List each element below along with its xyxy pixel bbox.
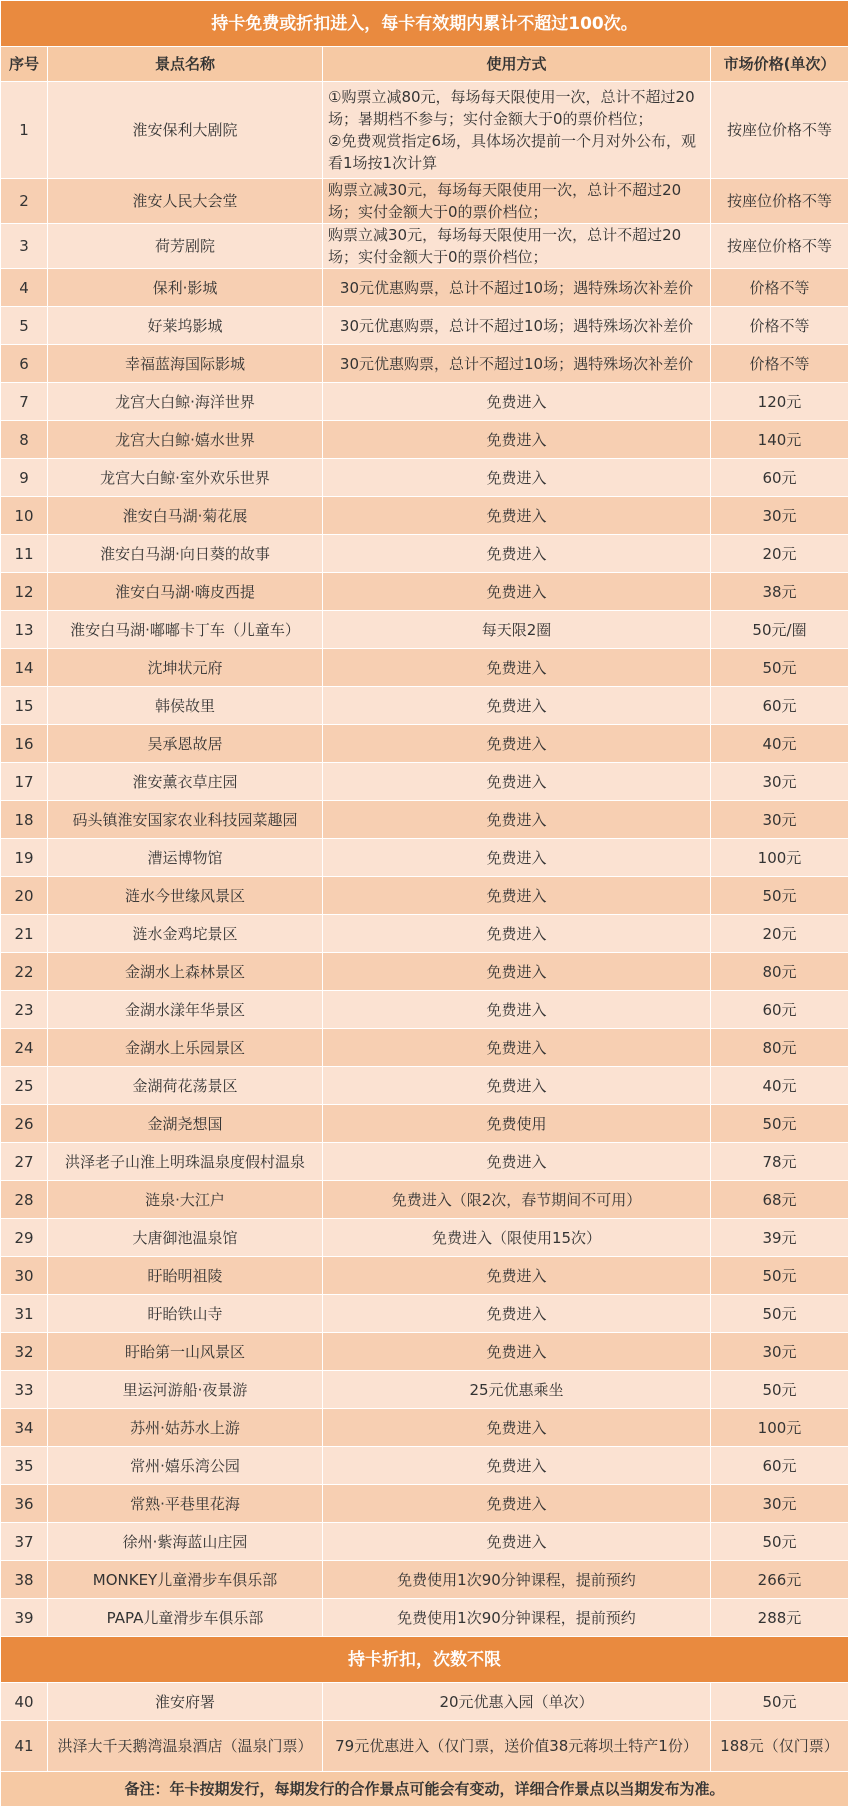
cell-price: 30元 (711, 1333, 848, 1371)
header-price: 市场价格(单次） (711, 47, 848, 82)
cell-usage (323, 801, 711, 839)
table-row (1, 1105, 848, 1143)
table-row (1, 1683, 848, 1721)
table-row (1, 497, 848, 535)
usage-line: 免费进入 (326, 1075, 707, 1097)
cell-usage (323, 82, 711, 179)
cell-usage (323, 839, 711, 877)
table-row (1, 915, 848, 953)
usage-line: 免费进入 (326, 1493, 707, 1515)
cell-name: 金湖水上乐园景区 (48, 1029, 323, 1067)
cell-price: 30元 (711, 497, 848, 535)
cell-no: 37 (1, 1523, 48, 1561)
cell-name: 苏州·姑苏水上游 (48, 1409, 323, 1447)
cell-usage (323, 421, 711, 459)
cell-no: 33 (1, 1371, 48, 1409)
cell-usage (323, 649, 711, 687)
cell-usage (323, 1219, 711, 1257)
cell-no: 3 (1, 224, 48, 269)
cell-name: 徐州·紫海蓝山庄园 (48, 1523, 323, 1561)
cell-no: 39 (1, 1599, 48, 1637)
cell-no: 24 (1, 1029, 48, 1067)
usage-line: 免费进入 (326, 657, 707, 679)
cell-usage (323, 1333, 711, 1371)
cell-name: 洪泽老子山淮上明珠温泉度假村温泉 (48, 1143, 323, 1181)
usage-line: 免费进入 (326, 1037, 707, 1059)
table-row (1, 269, 848, 307)
cell-price: 80元 (711, 1029, 848, 1067)
usage-line: 免费进入（限使用15次） (326, 1227, 707, 1249)
cell-usage (323, 179, 711, 224)
footer-note: 备注：年卡按期发行，每期发行的合作景点可能会有变动，详细合作景点以当期发布为准。 (1, 1772, 848, 1807)
cell-price: 50元 (711, 877, 848, 915)
cell-no: 28 (1, 1181, 48, 1219)
cell-name: 淮安白马湖·嗨皮西提 (48, 573, 323, 611)
usage-line: 30元优惠购票，总计不超过10场；遇特殊场次补差价 (326, 277, 707, 299)
cell-usage (323, 763, 711, 801)
cell-no: 20 (1, 877, 48, 915)
cell-no: 30 (1, 1257, 48, 1295)
usage-line: 免费进入 (326, 885, 707, 907)
cell-name: 好莱坞影城 (48, 307, 323, 345)
cell-no: 5 (1, 307, 48, 345)
cell-price: 30元 (711, 1485, 848, 1523)
cell-name: 常熟·平巷里花海 (48, 1485, 323, 1523)
cell-name: 淮安白马湖·嘟嘟卡丁车（儿童车） (48, 611, 323, 649)
usage-line: 免费进入 (326, 1151, 707, 1173)
cell-name: 码头镇淮安国家农业科技园菜趣园 (48, 801, 323, 839)
cell-price: 188元（仅门票） (711, 1721, 848, 1772)
cell-no: 29 (1, 1219, 48, 1257)
cell-price: 50元 (711, 1523, 848, 1561)
cell-usage (323, 1523, 711, 1561)
table-row (1, 535, 848, 573)
cell-no: 13 (1, 611, 48, 649)
cell-no: 26 (1, 1105, 48, 1143)
cell-price: 80元 (711, 953, 848, 991)
cell-name: 盱眙铁山寺 (48, 1295, 323, 1333)
table-row (1, 383, 848, 421)
cell-name: MONKEY儿童滑步车俱乐部 (48, 1561, 323, 1599)
cell-price: 40元 (711, 1067, 848, 1105)
usage-line: 30元优惠购票，总计不超过10场；遇特殊场次补差价 (326, 353, 707, 375)
table-row (1, 877, 848, 915)
cell-no: 41 (1, 1721, 48, 1772)
cell-name: 韩侯故里 (48, 687, 323, 725)
table-row (1, 1257, 848, 1295)
cell-no: 8 (1, 421, 48, 459)
usage-line: 免费进入 (326, 923, 707, 945)
cell-name: 里运河游船·夜景游 (48, 1371, 323, 1409)
cell-no: 18 (1, 801, 48, 839)
table-row (1, 224, 848, 269)
cell-name: 涟泉·大江户 (48, 1181, 323, 1219)
table-body-discount (1, 1683, 848, 1772)
table-row (1, 649, 848, 687)
usage-line: 免费使用1次90分钟课程，提前预约 (326, 1569, 707, 1591)
cell-no: 7 (1, 383, 48, 421)
cell-name: 常州·嬉乐湾公园 (48, 1447, 323, 1485)
cell-no: 21 (1, 915, 48, 953)
cell-usage (323, 269, 711, 307)
cell-name: 金湖水漾年华景区 (48, 991, 323, 1029)
table-row (1, 801, 848, 839)
cell-no: 34 (1, 1409, 48, 1447)
cell-no: 6 (1, 345, 48, 383)
cell-price: 价格不等 (711, 269, 848, 307)
cell-price: 39元 (711, 1219, 848, 1257)
cell-usage (323, 1721, 711, 1772)
table-row (1, 687, 848, 725)
cell-usage (323, 953, 711, 991)
usage-line: 购票立减30元，每场每天限使用一次，总计不超过20场；实付金额大于0的票价档位； (328, 224, 707, 268)
cell-no: 25 (1, 1067, 48, 1105)
cell-price: 50元 (711, 1295, 848, 1333)
cell-no: 9 (1, 459, 48, 497)
cell-no: 4 (1, 269, 48, 307)
table-row (1, 1371, 848, 1409)
cell-usage (323, 345, 711, 383)
cell-usage (323, 915, 711, 953)
usage-line: 免费进入 (326, 1265, 707, 1287)
usage-line: 免费进入 (326, 1531, 707, 1553)
header-row (1, 47, 848, 82)
cell-usage (323, 1683, 711, 1721)
cell-usage (323, 687, 711, 725)
cell-price: 价格不等 (711, 307, 848, 345)
table-row (1, 421, 848, 459)
cell-name: 大唐御池温泉馆 (48, 1219, 323, 1257)
table-row (1, 345, 848, 383)
cell-name: 金湖荷花荡景区 (48, 1067, 323, 1105)
usage-line: 购票立减30元，每场每天限使用一次，总计不超过20场；实付金额大于0的票价档位； (328, 179, 707, 223)
table-row (1, 1333, 848, 1371)
cell-name: PAPA儿童滑步车俱乐部 (48, 1599, 323, 1637)
cell-no: 10 (1, 497, 48, 535)
cell-usage (323, 224, 711, 269)
usage-line: 免费进入 (326, 429, 707, 451)
table-row (1, 573, 848, 611)
cell-no: 36 (1, 1485, 48, 1523)
cell-price: 50元 (711, 1257, 848, 1295)
header-no: 序号 (1, 47, 48, 82)
cell-usage (323, 497, 711, 535)
cell-name: 盱眙第一山风景区 (48, 1333, 323, 1371)
cell-name: 金湖水上森林景区 (48, 953, 323, 991)
cell-name: 洪泽大千天鹅湾温泉酒店（温泉门票） (48, 1721, 323, 1772)
cell-usage (323, 611, 711, 649)
table-row (1, 1485, 848, 1523)
cell-usage (323, 1447, 711, 1485)
section2-title: 持卡折扣，次数不限 (1, 1637, 848, 1683)
cell-price: 78元 (711, 1143, 848, 1181)
cell-usage (323, 1485, 711, 1523)
cell-name: 保利·影城 (48, 269, 323, 307)
cell-name: 淮安白马湖·向日葵的故事 (48, 535, 323, 573)
usage-line: 免费进入 (326, 771, 707, 793)
usage-line: 25元优惠乘坐 (326, 1379, 707, 1401)
cell-price: 40元 (711, 725, 848, 763)
cell-price: 按座位价格不等 (711, 82, 848, 179)
cell-price: 50元 (711, 1371, 848, 1409)
cell-usage (323, 877, 711, 915)
cell-price: 60元 (711, 459, 848, 497)
cell-usage (323, 1029, 711, 1067)
table-row (1, 1029, 848, 1067)
section2-banner (1, 1637, 848, 1683)
cell-price: 68元 (711, 1181, 848, 1219)
cell-name: 幸福蓝海国际影城 (48, 345, 323, 383)
cell-name: 龙宫大白鲸·嬉水世界 (48, 421, 323, 459)
cell-price: 50元 (711, 1105, 848, 1143)
cell-name: 涟水金鸡坨景区 (48, 915, 323, 953)
cell-name: 淮安保利大剧院 (48, 82, 323, 179)
table-row (1, 1523, 848, 1561)
usage-line: 免费使用1次90分钟课程，提前预约 (326, 1607, 707, 1629)
cell-price: 60元 (711, 687, 848, 725)
table-row (1, 1447, 848, 1485)
table-row (1, 953, 848, 991)
cell-no: 15 (1, 687, 48, 725)
table-row (1, 82, 848, 179)
cell-usage (323, 1143, 711, 1181)
cell-usage (323, 1181, 711, 1219)
cell-no: 1 (1, 82, 48, 179)
cell-price: 60元 (711, 1447, 848, 1485)
table-row (1, 1067, 848, 1105)
usage-line: 免费进入 (326, 1417, 707, 1439)
footer-row (1, 1772, 848, 1807)
usage-line: 每天限2圈 (326, 619, 707, 641)
cell-usage (323, 1599, 711, 1637)
usage-line: 30元优惠购票，总计不超过10场；遇特殊场次补差价 (326, 315, 707, 337)
header-name: 景点名称 (48, 47, 323, 82)
cell-no: 35 (1, 1447, 48, 1485)
usage-line: 免费进入 (326, 467, 707, 489)
table-row (1, 1219, 848, 1257)
usage-line: 免费进入 (326, 999, 707, 1021)
cell-usage (323, 573, 711, 611)
cell-no: 11 (1, 535, 48, 573)
usage-line: 免费进入 (326, 733, 707, 755)
cell-price: 按座位价格不等 (711, 179, 848, 224)
cell-no: 32 (1, 1333, 48, 1371)
cell-usage (323, 1371, 711, 1409)
cell-name: 龙宫大白鲸·室外欢乐世界 (48, 459, 323, 497)
table-row (1, 1143, 848, 1181)
table-row (1, 459, 848, 497)
table-row (1, 1181, 848, 1219)
usage-line: 免费使用 (326, 1113, 707, 1135)
cell-usage (323, 307, 711, 345)
cell-price: 100元 (711, 1409, 848, 1447)
cell-usage (323, 383, 711, 421)
cell-usage (323, 1409, 711, 1447)
cell-price: 20元 (711, 535, 848, 573)
cell-price: 100元 (711, 839, 848, 877)
usage-line: 免费进入 (326, 847, 707, 869)
usage-line: 免费进入 (326, 581, 707, 603)
cell-name: 淮安府署 (48, 1683, 323, 1721)
cell-no: 16 (1, 725, 48, 763)
usage-line: 免费进入 (326, 1303, 707, 1325)
cell-no: 23 (1, 991, 48, 1029)
usage-line: 免费进入 (326, 695, 707, 717)
cell-price: 140元 (711, 421, 848, 459)
usage-line: 免费进入 (326, 1341, 707, 1363)
cell-price: 20元 (711, 915, 848, 953)
cell-price: 50元 (711, 1683, 848, 1721)
cell-no: 27 (1, 1143, 48, 1181)
cell-name: 龙宫大白鲸·海洋世界 (48, 383, 323, 421)
cell-usage (323, 1067, 711, 1105)
cell-name: 盱眙明祖陵 (48, 1257, 323, 1295)
cell-usage (323, 991, 711, 1029)
usage-line: 免费进入 (326, 391, 707, 413)
header-usage: 使用方式 (323, 47, 711, 82)
cell-usage (323, 535, 711, 573)
usage-line: 免费进入 (326, 505, 707, 527)
cell-name: 沈坤状元府 (48, 649, 323, 687)
table-row (1, 991, 848, 1029)
cell-price: 50元/圈 (711, 611, 848, 649)
usage-line: 免费进入 (326, 961, 707, 983)
cell-no: 14 (1, 649, 48, 687)
cell-price: 60元 (711, 991, 848, 1029)
cell-price: 38元 (711, 573, 848, 611)
table-row (1, 1295, 848, 1333)
cell-name: 荷芳剧院 (48, 224, 323, 269)
table-body-main (1, 82, 848, 1637)
cell-price: 30元 (711, 763, 848, 801)
cell-no: 17 (1, 763, 48, 801)
cell-usage (323, 725, 711, 763)
table-row (1, 307, 848, 345)
cell-name: 淮安白马湖·菊花展 (48, 497, 323, 535)
table-row (1, 1599, 848, 1637)
usage-line: 79元优惠进入（仅门票，送价值38元蒋坝土特产1份） (326, 1735, 707, 1757)
cell-no: 2 (1, 179, 48, 224)
title-banner (1, 1, 848, 47)
table-row (1, 1409, 848, 1447)
cell-price: 按座位价格不等 (711, 224, 848, 269)
cell-name: 涟水今世缘风景区 (48, 877, 323, 915)
cell-name: 金湖尧想国 (48, 1105, 323, 1143)
cell-price: 120元 (711, 383, 848, 421)
cell-usage (323, 459, 711, 497)
table-row (1, 763, 848, 801)
usage-line: 免费进入 (326, 543, 707, 565)
table-row (1, 1721, 848, 1772)
cell-no: 12 (1, 573, 48, 611)
cell-no: 19 (1, 839, 48, 877)
usage-line: 免费进入 (326, 809, 707, 831)
usage-line: 20元优惠入园（单次） (326, 1691, 707, 1713)
cell-price: 288元 (711, 1599, 848, 1637)
cell-usage (323, 1561, 711, 1599)
table-row (1, 1561, 848, 1599)
table-row (1, 179, 848, 224)
cell-price: 30元 (711, 801, 848, 839)
cell-price: 50元 (711, 649, 848, 687)
table-row (1, 725, 848, 763)
cell-name: 淮安薰衣草庄园 (48, 763, 323, 801)
cell-no: 40 (1, 1683, 48, 1721)
cell-name: 吴承恩故居 (48, 725, 323, 763)
usage-line: 免费进入（限2次，春节期间不可用） (326, 1189, 707, 1211)
cell-usage (323, 1105, 711, 1143)
cell-price: 价格不等 (711, 345, 848, 383)
usage-line: 免费进入 (326, 1455, 707, 1477)
table-row (1, 611, 848, 649)
cell-no: 31 (1, 1295, 48, 1333)
cell-name: 淮安人民大会堂 (48, 179, 323, 224)
cell-name: 漕运博物馆 (48, 839, 323, 877)
table-title: 持卡免费或折扣进入，每卡有效期内累计不超过100次。 (1, 1, 848, 47)
cell-usage (323, 1295, 711, 1333)
table-row (1, 839, 848, 877)
cell-no: 22 (1, 953, 48, 991)
cell-price: 266元 (711, 1561, 848, 1599)
cell-no: 38 (1, 1561, 48, 1599)
cell-usage (323, 1257, 711, 1295)
usage-line: ②免费观赏指定6场，具体场次提前一个月对外公布，观看1场按1次计算 (328, 130, 707, 174)
usage-line: ①购票立减80元，每场每天限使用一次，总计不超过20场；暑期档不参与；实付金额大于0的票价档位； (328, 86, 707, 130)
